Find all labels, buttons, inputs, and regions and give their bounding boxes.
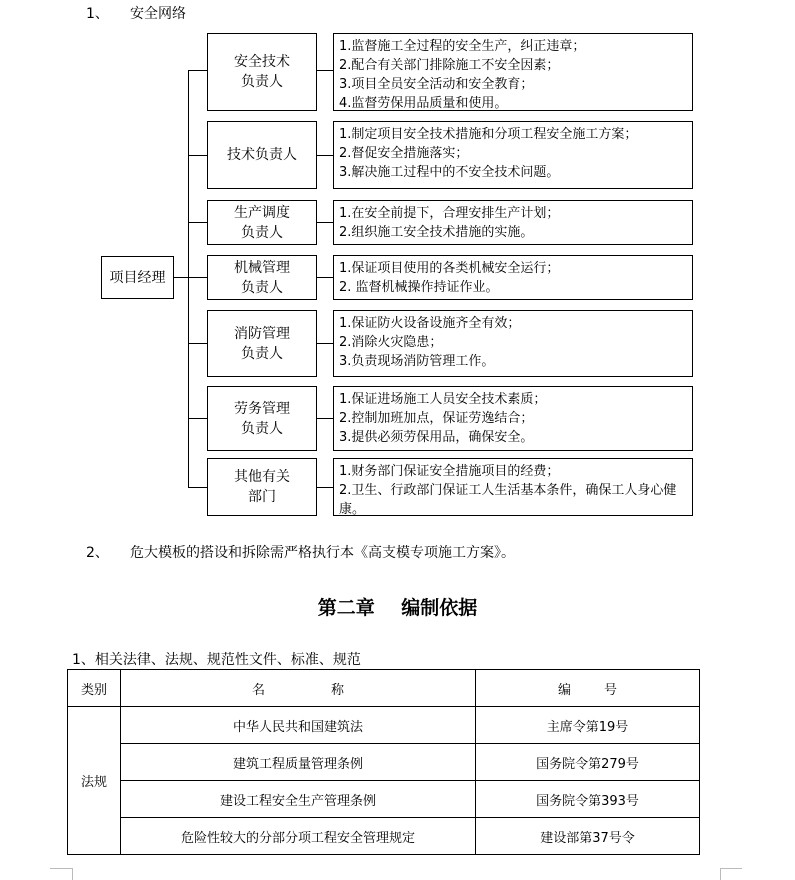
law-name-cell: 建筑工程质量管理条例	[121, 744, 476, 781]
role-name-line: 负责人	[241, 279, 283, 296]
law-code-cell: 建设部第37号令	[476, 818, 700, 855]
duty-item: 1.制定项目安全技术措施和分项工程安全施工方案；	[339, 127, 638, 142]
duties-box-machinery	[333, 255, 693, 300]
branch-line	[188, 418, 207, 419]
duty-item: 1.保证进场施工人员安全技术素质；	[339, 392, 547, 407]
branch-line	[317, 343, 333, 344]
role-name-line: 负责人	[241, 345, 283, 362]
duty-item: 2.督促安全措施落实；	[339, 146, 469, 161]
duty-item: 2.控制加班加点，保证劳逸结合；	[339, 411, 534, 426]
role-name-line: 机械管理	[234, 259, 290, 276]
role-box-fire	[207, 310, 317, 377]
page-corner-mark	[720, 868, 721, 880]
duty-item: 2.卫生、行政部门保证工人生活基本条件，确保工人身心健康。	[339, 483, 677, 517]
branch-line	[317, 155, 333, 156]
branch-line	[317, 222, 333, 223]
table-header-row	[68, 670, 700, 707]
branch-line	[188, 343, 207, 344]
table-row	[68, 744, 700, 781]
role-name-line: 消防管理	[234, 325, 290, 342]
duty-item: 2. 监督机械操作持证作业。	[339, 280, 499, 295]
role-box-labor	[207, 386, 317, 451]
duties-box-other	[333, 458, 693, 516]
duty-item: 1.在安全前提下，合理安排生产计划；	[339, 206, 560, 221]
subsection-heading: 1、相关法律、法规、规范性文件、标准、规范	[72, 652, 361, 668]
role-box-other	[207, 458, 317, 516]
project-manager-label: 项目经理	[109, 269, 166, 286]
section-2-text: 危大模板的搭设和拆除需严格执行本《高支模专项施工方案》。	[130, 545, 515, 561]
chapter-title: 第二章 编制依据	[317, 597, 478, 619]
branch-line	[317, 418, 333, 419]
duties-box-labor	[333, 386, 693, 451]
duties-box-fire	[333, 310, 693, 377]
role-box-technical	[207, 121, 317, 189]
page-corner-mark	[720, 868, 742, 869]
law-name-cell: 建设工程安全生产管理条例	[121, 781, 476, 818]
page-corner-mark	[50, 868, 72, 869]
duty-item: 2.配合有关部门排除施工不安全因素；	[339, 58, 560, 73]
branch-line	[188, 487, 207, 488]
table-row	[68, 707, 700, 744]
branch-line	[188, 277, 207, 278]
branch-line	[317, 277, 333, 278]
header-category: 类别	[68, 670, 121, 707]
role-name-line: 部门	[248, 489, 276, 505]
branch-line	[188, 155, 207, 156]
duties-box-safety-tech	[333, 33, 693, 111]
branch-line	[188, 70, 207, 71]
project-manager-box	[101, 256, 174, 299]
law-name-cell: 危险性较大的分部分项工程安全管理规定	[121, 818, 476, 855]
role-name-line: 技术负责人	[227, 147, 297, 163]
duties-box-technical	[333, 121, 693, 189]
section-1-title: 安全网络	[130, 6, 186, 22]
law-table	[67, 669, 700, 855]
table-row	[68, 781, 700, 818]
law-code-cell: 国务院令第393号	[476, 781, 700, 818]
role-box-production	[207, 200, 317, 245]
branch-line	[317, 487, 333, 488]
role-name-line: 负责人	[241, 420, 283, 437]
branch-line	[188, 222, 207, 223]
role-name-line: 其他有关	[234, 469, 290, 485]
duties-box-production	[333, 200, 693, 245]
manager-connector	[174, 277, 189, 278]
duty-item: 3.提供必须劳保用品，确保安全。	[339, 430, 534, 445]
duty-item: 3.项目全员安全活动和安全教育；	[339, 77, 534, 92]
role-name-line: 负责人	[241, 74, 283, 90]
role-name-line: 生产调度	[234, 204, 290, 221]
section-1-number: 1、	[86, 6, 109, 22]
category-cell: 法规	[68, 707, 121, 855]
header-code: 编 号	[476, 670, 700, 707]
duty-item: 1.财务部门保证安全措施项目的经费；	[339, 464, 560, 479]
header-name: 名 称	[121, 670, 476, 707]
law-name-cell: 中华人民共和国建筑法	[121, 707, 476, 744]
duty-item: 1.保证防火设备设施齐全有效；	[339, 316, 521, 331]
table-row	[68, 818, 700, 855]
trunk-line	[188, 70, 189, 488]
page-corner-mark	[72, 868, 73, 880]
role-box-machinery	[207, 255, 317, 300]
role-name-line: 安全技术	[234, 54, 290, 70]
duty-item: 2.消除火灾隐患；	[339, 335, 443, 350]
duty-item: 3.解决施工过程中的不安全技术问题。	[339, 165, 560, 180]
law-code-cell: 国务院令第279号	[476, 744, 700, 781]
section-2-number: 2、	[86, 545, 109, 561]
role-name-line: 劳务管理	[234, 400, 290, 417]
duty-item: 4.监督劳保用品质量和使用。	[339, 96, 508, 111]
role-name-line: 负责人	[241, 224, 283, 241]
role-box-safety-tech	[207, 33, 317, 111]
section-2-line	[86, 542, 515, 562]
duty-item: 2.组织施工安全技术措施的实施。	[339, 225, 534, 240]
duty-item: 1.保证项目使用的各类机械安全运行；	[339, 261, 560, 276]
law-code-cell: 主席令第19号	[476, 707, 700, 744]
duty-item: 1.监督施工全过程的安全生产，纠正违章；	[339, 39, 586, 54]
duty-item: 3.负责现场消防管理工作。	[339, 354, 495, 369]
branch-line	[317, 70, 333, 71]
